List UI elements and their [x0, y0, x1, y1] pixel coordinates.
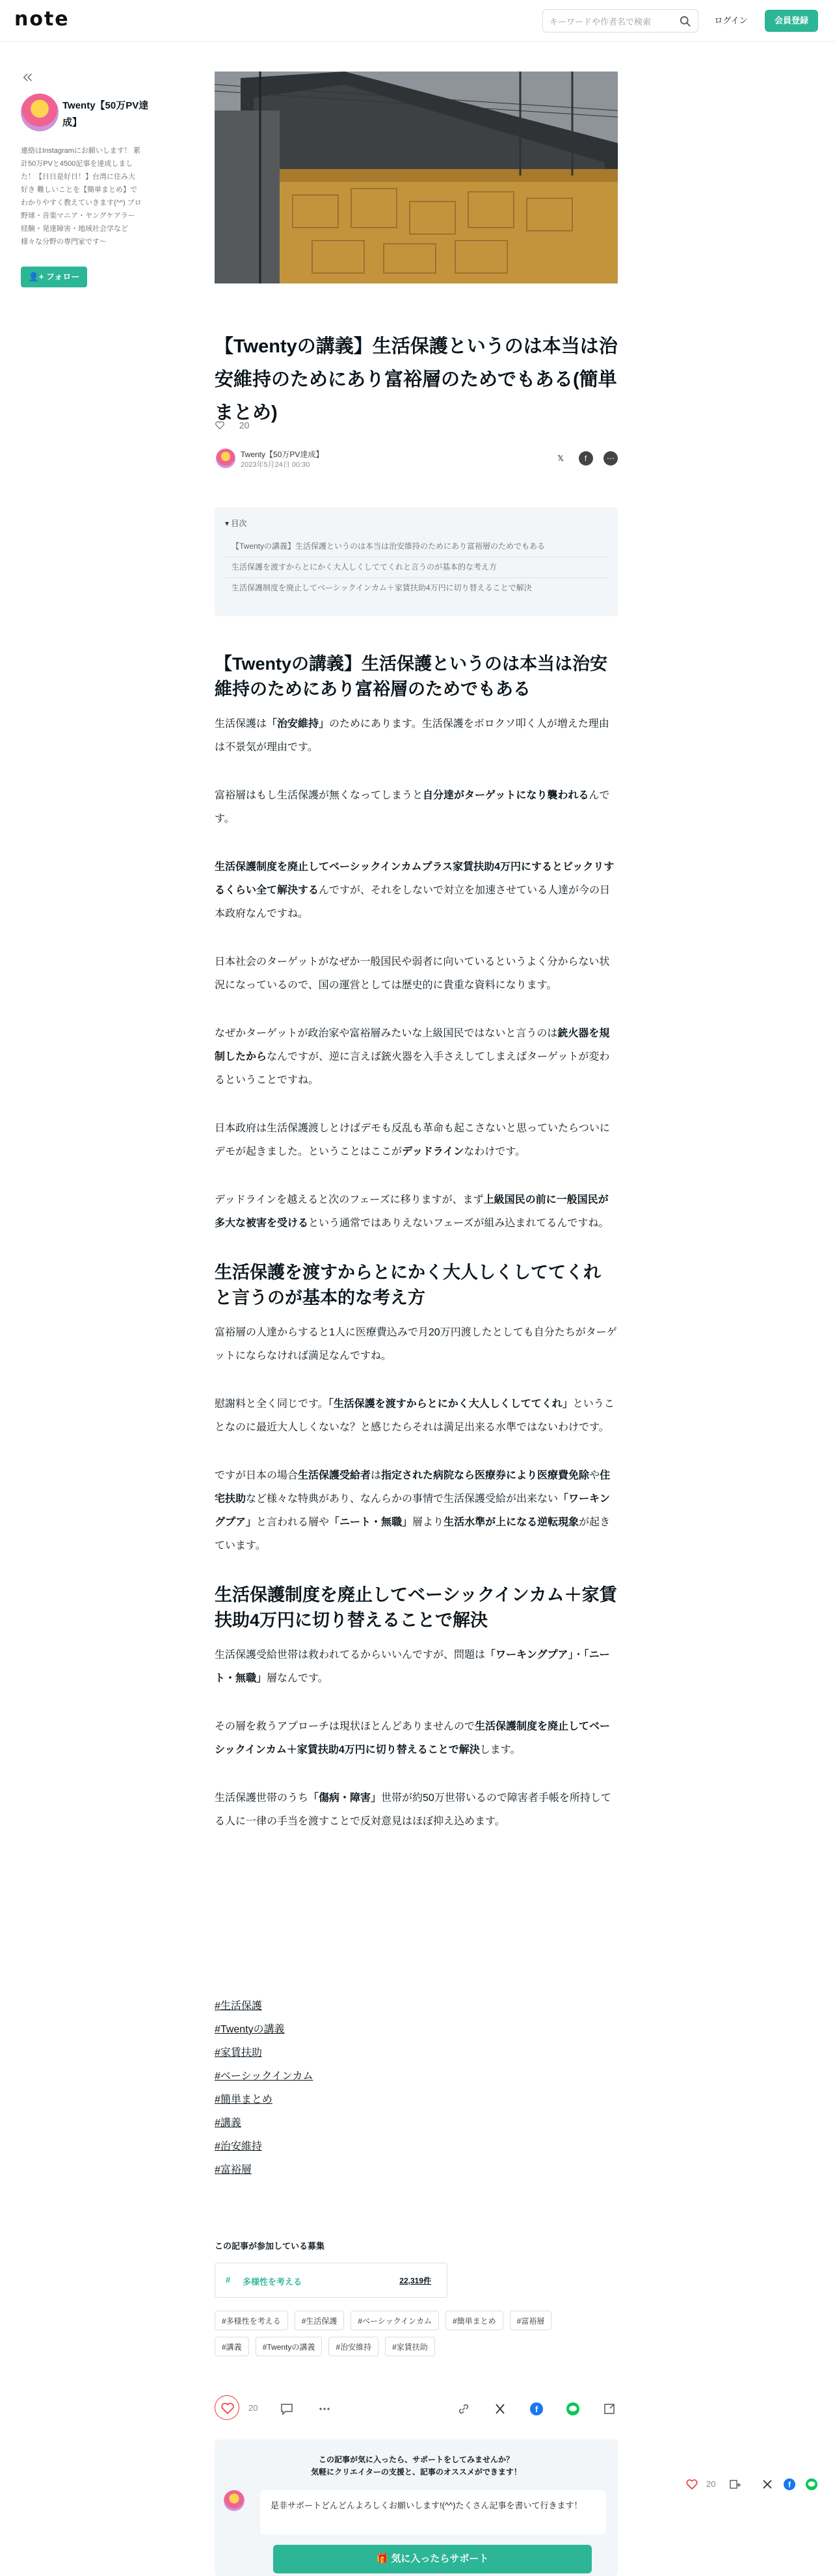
tag-chip[interactable]: #簡単まとめ [445, 2311, 503, 2330]
embed-icon[interactable] [602, 2402, 616, 2416]
magazine-name[interactable]: 多様性を考える [243, 2277, 302, 2287]
tag-chip[interactable]: #家賃扶助 [385, 2337, 435, 2356]
text: します。 [479, 1744, 521, 1755]
text: デッドラインを越えると次のフェーズに移りますが、まず [215, 1194, 484, 1205]
bold-text: 指定された病院なら医療券により医療費免除 [381, 1470, 590, 1481]
text: なわけです。 [464, 1146, 525, 1157]
text: なぜかターゲットが政治家や富裕層みたいな上級国民ではないと言うのは [215, 1028, 558, 1039]
title-like-row [215, 419, 249, 435]
bold-text: 「ニート・無職」 [329, 1517, 413, 1528]
bold-text: 生活保護制度を廃止してベーシックインカムプラス家賃扶助4万円にすると [215, 861, 563, 873]
x-share-icon[interactable] [493, 2402, 507, 2416]
text: が起きています。 [215, 1517, 611, 1551]
more-options-icon[interactable] [317, 2402, 332, 2416]
link-icon[interactable] [457, 2402, 471, 2416]
text: ということなのに最近大人しくないな？と感じたらそれは満足出来る水準ではないわけです。 [215, 1399, 615, 1433]
chip-row [215, 2311, 618, 2337]
hashtag-link[interactable]: #ベーシックインカム [215, 2071, 313, 2082]
article-body [215, 651, 618, 1858]
search-input[interactable] [550, 14, 673, 29]
author-row [215, 447, 618, 473]
heart-icon[interactable] [215, 420, 225, 430]
hero-image [215, 72, 618, 283]
tag-chip[interactable]: #治安維持 [328, 2337, 378, 2356]
magazine-count[interactable]: 22,319件 [399, 2276, 431, 2285]
bold-text: 生活保護受給者 [298, 1470, 371, 1481]
facebook-share-icon[interactable] [783, 2478, 796, 2491]
toc-heading: 目次 [231, 519, 247, 528]
x-share-icon[interactable]: 𝕏 [557, 454, 564, 463]
like-count: 20 [239, 420, 250, 431]
note-logo[interactable]: note [14, 8, 70, 31]
paragraph [215, 1393, 618, 1439]
paragraph [215, 1787, 618, 1833]
double-chevron-left-icon[interactable] [22, 72, 34, 83]
facebook-share-icon[interactable] [529, 2402, 544, 2416]
creator-avatar[interactable] [21, 94, 59, 131]
hashtag-link[interactable]: #生活保護 [215, 2001, 262, 2012]
share-icons [546, 451, 618, 466]
search-box [542, 9, 698, 33]
article-title: 【Twentyの講義】生活保護というのは本当は治安維持のためにあり富裕層のためでもある(簡単まとめ) [215, 336, 618, 423]
hashtag-links [215, 1995, 618, 2182]
bold-text: ビックリするくらい全て解決する [215, 861, 615, 896]
more-options-icon[interactable]: ⋯ [603, 451, 618, 466]
bold-text: 「生活保護を渡すからとにかく大人しくしててくれ」 [328, 1399, 573, 1410]
bold-text: 「傷病・障害」 [308, 1793, 382, 1804]
text: ・ [573, 1649, 584, 1661]
hashtag-link[interactable]: #家賃扶助 [215, 2047, 262, 2058]
signup-button[interactable]: 会員登録 [765, 10, 818, 32]
magazine-section-title: この記事が参加している募集 [215, 2241, 325, 2251]
heart-icon[interactable] [685, 2478, 698, 2491]
bold-text: 上級国民の前に一般国民が多大な被害を受ける [215, 1194, 609, 1229]
support-message: 是非サポートどんどんよろしくお願いします!(^^)たくさん記事を書いて行きます！ [260, 2490, 606, 2534]
like-button[interactable] [215, 2395, 239, 2420]
paragraph [215, 1321, 618, 1368]
paragraph [215, 1117, 618, 1164]
bold-text: 「治安維持」 [267, 718, 330, 729]
toc-toggle[interactable] [225, 518, 607, 529]
hashtag-link[interactable]: #簡単まとめ [215, 2094, 272, 2105]
section-heading: 【Twentyの講義】生活保護というのは本当は治安維持のためにあり富裕層のためでもある [215, 654, 608, 699]
text: 生活保護世帯のうち [215, 1793, 309, 1804]
tag-chip[interactable]: #ベーシックインカム [351, 2311, 439, 2330]
creator-name[interactable]: Twenty【50万PV達成】 [62, 100, 149, 128]
text: 世帯が約50万世帯いるので障害者手帳を所持してる人に一律の手当を渡すことで反対意見はほぼ抑え込めます。 [215, 1793, 611, 1827]
magazine-card[interactable] [215, 2263, 447, 2298]
support-heading [215, 2454, 618, 2478]
bold-text: 生活保護制度を廃止してベーシックインカム＋家賃扶助4万円に切り替えることで解決 [215, 1721, 611, 1755]
text: 富裕層はもし生活保護が無くなってしまうと [215, 790, 423, 801]
section-heading: 生活保護制度を廃止してベーシックインカム＋家賃扶助4万円に切り替えることで解決 [215, 1585, 617, 1630]
bold-text: 自分達がターゲットになり襲われる [423, 790, 589, 801]
bold-text: 生活水準が上になる逆転現象 [444, 1517, 579, 1528]
line-share-icon[interactable] [805, 2478, 818, 2491]
global-header [0, 0, 835, 42]
text: 慰謝料と全く同じです。 [215, 1399, 328, 1410]
support-button-label: 気に入ったらサポート [391, 2553, 489, 2564]
support-button[interactable] [273, 2545, 592, 2573]
paragraph [215, 951, 618, 997]
follow-label: フォロー [46, 272, 80, 282]
tag-chip[interactable]: #Twentyの講義 [256, 2337, 323, 2356]
toc-item[interactable]: 生活保護制度を廃止してベーシックインカム＋家賃扶助4万円に切り替えることで解決 [232, 583, 532, 592]
add-user-icon: 👤+ [28, 272, 44, 282]
bold-text: 「ニート・無職」 [215, 1649, 610, 1684]
hashtag-link[interactable]: #富裕層 [215, 2164, 252, 2175]
magazine-add-icon[interactable] [728, 2478, 741, 2491]
hashtag-link[interactable]: #講義 [215, 2118, 241, 2129]
text: その層を救うアプローチは現状ほとんどありませんので [215, 1721, 475, 1732]
author-name[interactable]: Twenty【50万PV達成】 [241, 450, 324, 459]
post-date: 2023年5月24日 00:30 [241, 461, 310, 469]
text: んですが、それをしないで対立を加速させている人達が今の日本政府なんですね。 [215, 885, 611, 919]
author-avatar[interactable] [216, 449, 235, 468]
text: は [371, 1470, 382, 1481]
toc-item[interactable]: 生活保護を渡すからとにかく大人しくしててくれと言うのが基本的な考え方 [225, 557, 607, 578]
hashtag-link[interactable]: #Twentyの講義 [215, 2024, 285, 2035]
paragraph [215, 856, 618, 926]
login-button[interactable]: ログイン [714, 16, 748, 25]
creator-bio: 連絡はInstagramにお願いします！ 累計50万PVと4500記事を達成しました！【日日是好日！】台湾に住み大好き 難しいことを【簡単まとめ】でわかりやすく教えていきます(^^) プロ野球・音楽マニア・ヤングケアラー経験・発達障害・地域社会学など様々な分野の専門家です〜 [21, 147, 142, 246]
bold-text: 住宅扶助 [215, 1470, 611, 1505]
table-of-contents [215, 507, 618, 616]
text: など様々な特典があり、なんらかの事情で生活保護受給が出来ない [246, 1493, 559, 1505]
support-heading-line2: 気軽にクリエイターの支援と、記事のオススメができます！ [311, 2467, 522, 2477]
hashtag-icon: # [226, 2275, 231, 2285]
text: 層より [412, 1517, 444, 1528]
like-count: 20 [706, 2479, 716, 2489]
x-share-icon[interactable] [761, 2478, 774, 2491]
tag-chip[interactable]: #富裕層 [510, 2311, 552, 2330]
paragraph [215, 713, 618, 759]
heart-icon [215, 2396, 240, 2421]
text: 生活保護受給世帯は救われてるからいいんですが、問題は [215, 1649, 486, 1661]
text: 富裕層の人達からすると1人に医療費込みで月20万円渡したとしても自分たちがターゲットにならなければ満足なんですね。 [215, 1327, 617, 1361]
chip-row [215, 2337, 618, 2363]
text: なんですが、逆に言えば銃火器を入手さえしてしまえばターゲットが変わるということですね。 [215, 1051, 610, 1086]
support-box [215, 2439, 618, 2576]
text: 生活保護は [215, 718, 267, 729]
bold-text: 銃火器を規制したから [215, 1028, 610, 1062]
follow-button[interactable] [21, 267, 87, 287]
text: という通常ではありえないフェーズが組み込まれてるんですね。 [308, 1218, 609, 1229]
paragraph [215, 1189, 618, 1235]
action-bar [215, 2395, 618, 2423]
support-heading-line1: この記事が気に入ったら、サポートをしてみませんか？ [318, 2455, 514, 2464]
paragraph [215, 1644, 618, 1690]
gift-icon: 🎁 [376, 2553, 389, 2564]
text: ですが日本の場合 [215, 1470, 298, 1481]
text: 日本政府は生活保護渡しとけばデモも反乱も革命も起こさないと思っていたらついにデモが起きました。ということはここが [215, 1123, 610, 1157]
text: と言われる層や [256, 1517, 330, 1528]
svg-text:f: f [788, 2480, 791, 2490]
paragraph [215, 1464, 618, 1558]
paragraph [215, 1715, 618, 1762]
tag-chip[interactable]: #講義 [215, 2337, 249, 2356]
facebook-share-icon[interactable]: f [579, 451, 593, 466]
bold-text: デッドライン [402, 1146, 464, 1157]
comment-icon[interactable] [280, 2402, 294, 2416]
text: や [589, 1470, 600, 1481]
bold-text: 「ワーキングプア」 [215, 1493, 610, 1528]
svg-text:f: f [535, 2404, 538, 2414]
text: のためにあります。生活保護をボロクソ叩く人が増えた理由は不景気が理由です。 [215, 718, 609, 753]
paragraph [215, 784, 618, 831]
paragraph [215, 1022, 618, 1092]
search-icon[interactable] [680, 16, 691, 27]
section-heading: 生活保護を渡すからとにかく大人しくしててくれと言うのが基本的な考え方 [215, 1263, 601, 1308]
bold-text: 「ワーキングプア」 [485, 1649, 574, 1661]
text: 日本社会のターゲットがなぜか一般国民や弱者に向いているというよく分からない状況になっているので、国の運営としては歴史的に貴重な資料になります。 [215, 956, 610, 991]
tag-chip[interactable]: #生活保護 [295, 2311, 345, 2330]
hashtag-link[interactable]: #治安維持 [215, 2141, 262, 2152]
text: んです。 [215, 790, 610, 824]
line-share-icon[interactable] [566, 2402, 580, 2416]
toc-item[interactable]: 【Twentyの講義】生活保護というのは本当は治安維持のためにあり富裕層のためでもある [225, 536, 607, 557]
tag-chip[interactable]: #多様性を考える [215, 2311, 288, 2330]
text: 層なんです。 [267, 1673, 328, 1684]
like-count: 20 [248, 2403, 258, 2413]
caret-down-icon: ▾ [225, 519, 230, 528]
tag-chips [215, 2311, 618, 2363]
support-avatar [224, 2490, 245, 2511]
floating-action-bar [685, 2476, 828, 2493]
